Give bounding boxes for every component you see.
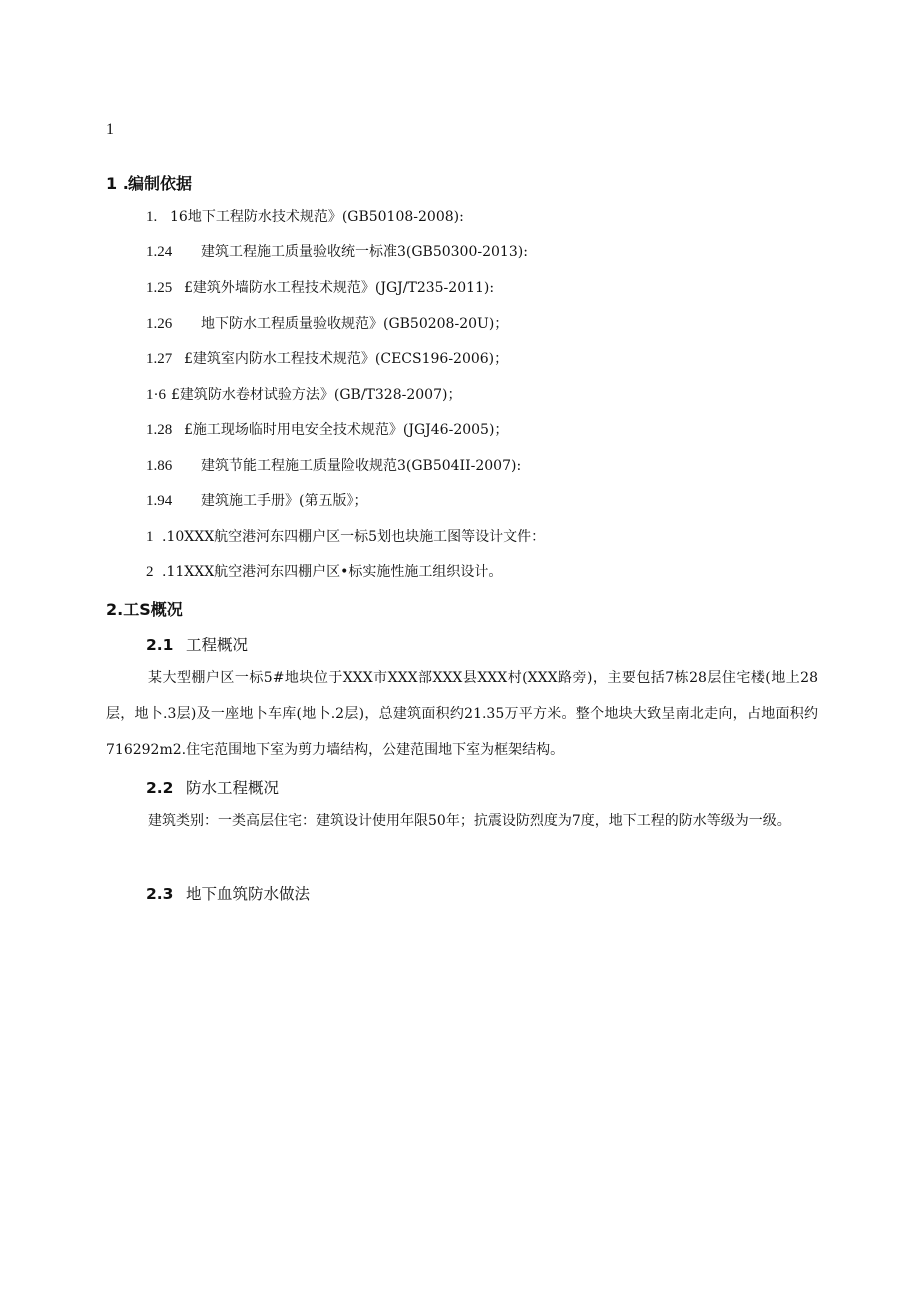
reference-text: .11XXX航空港河东四棚户区•标实施性施工组织设计。 (162, 564, 503, 580)
subsection-2-1-paragraph: 某大型棚户区一标5#地块位于XXX市XXX部XXX县XXX村(XXX路旁)，主要包括7栋28层住宅楼(地上28层，地卜.3层)及一座地卜车库(地卜.2层)，总建筑面积约21.35万平方米。整个地块大致呈南北走向，占地面积约716292m2.住宅范围地下室为剪力墙结构，公建范围地下室为框架结构。 (106, 670, 818, 758)
reference-number: 1.27 (146, 351, 173, 367)
reference-item (146, 490, 367, 510)
reference-number: 1.28 (146, 422, 173, 438)
reference-text: 建筑节能工程施工质量险收规范3(GB504II-2007): (201, 458, 522, 474)
subsection-number: 2.2 (146, 779, 174, 797)
section-1-number: 1 . (106, 174, 129, 193)
reference-number: 1.26 (146, 316, 173, 332)
subsection-title: 地下血筑防水做法 (186, 885, 311, 903)
subsection-2-2-heading (146, 776, 279, 798)
subsection-title: 工程概况 (186, 636, 249, 654)
reference-text: £建筑室内防水工程技术规范》(CECS196-2006)； (184, 351, 509, 367)
reference-number: 1.86 (146, 458, 173, 474)
subsection-2-3-heading (146, 882, 310, 904)
reference-number: 2 (146, 564, 154, 580)
reference-number: 1. (146, 209, 158, 225)
reference-item (146, 277, 494, 297)
reference-text: 16地下工程防水技术规范》(GB50108-2008): (170, 209, 464, 225)
reference-text: 建筑工程施工质量验收统一标准3(GB50300-2013): (201, 244, 528, 260)
subsection-number: 2.3 (146, 885, 174, 903)
reference-item (146, 384, 461, 404)
reference-text: .10XXX航空港河东四棚户区一标5划也块施工图等设计文件： (162, 529, 546, 545)
reference-text: £建筑防水卷材试验方法》(GB/T328-2007)； (171, 387, 462, 403)
section-1-title: 编制依据 (128, 174, 193, 193)
subsection-2-1-heading (146, 633, 248, 655)
reference-number: 1 (146, 529, 154, 545)
reference-number: 1.24 (146, 244, 173, 260)
reference-item (146, 526, 545, 546)
reference-item (146, 241, 528, 261)
reference-text: 建筑施工手册》(第五版》； (201, 493, 368, 509)
reference-item (146, 348, 508, 368)
subsection-number: 2.1 (146, 636, 174, 654)
section-2-title: 工S概况 (123, 600, 183, 619)
reference-number: 1.94 (146, 493, 173, 509)
reference-text: £施工现场临时用电安全技术规范》(JGJ46-2005)； (184, 422, 509, 438)
subsection-title: 防水工程概况 (186, 779, 280, 797)
reference-item (146, 561, 502, 581)
reference-item (146, 206, 464, 226)
subsection-2-2-paragraph: 建筑类别：一类高层住宅：建筑设计使用年限50年；抗震设防烈度为7度，地下工程的防水等级为一级。 (148, 813, 791, 829)
section-2-number: 2. (106, 600, 124, 619)
reference-item (146, 419, 508, 439)
reference-item (146, 313, 508, 333)
reference-text: £建筑外墙防水工程技术规范》(JGJ/T235-2011): (184, 280, 495, 296)
reference-item (146, 455, 521, 475)
section-2-heading (106, 597, 183, 620)
section-1-heading (106, 171, 192, 194)
reference-text: 地下防水工程质量验收规范》(GB50208-20U)； (201, 316, 509, 332)
page-number: 1 (106, 121, 114, 138)
reference-number: 1·6 (146, 387, 166, 403)
reference-number: 1.25 (146, 280, 173, 296)
